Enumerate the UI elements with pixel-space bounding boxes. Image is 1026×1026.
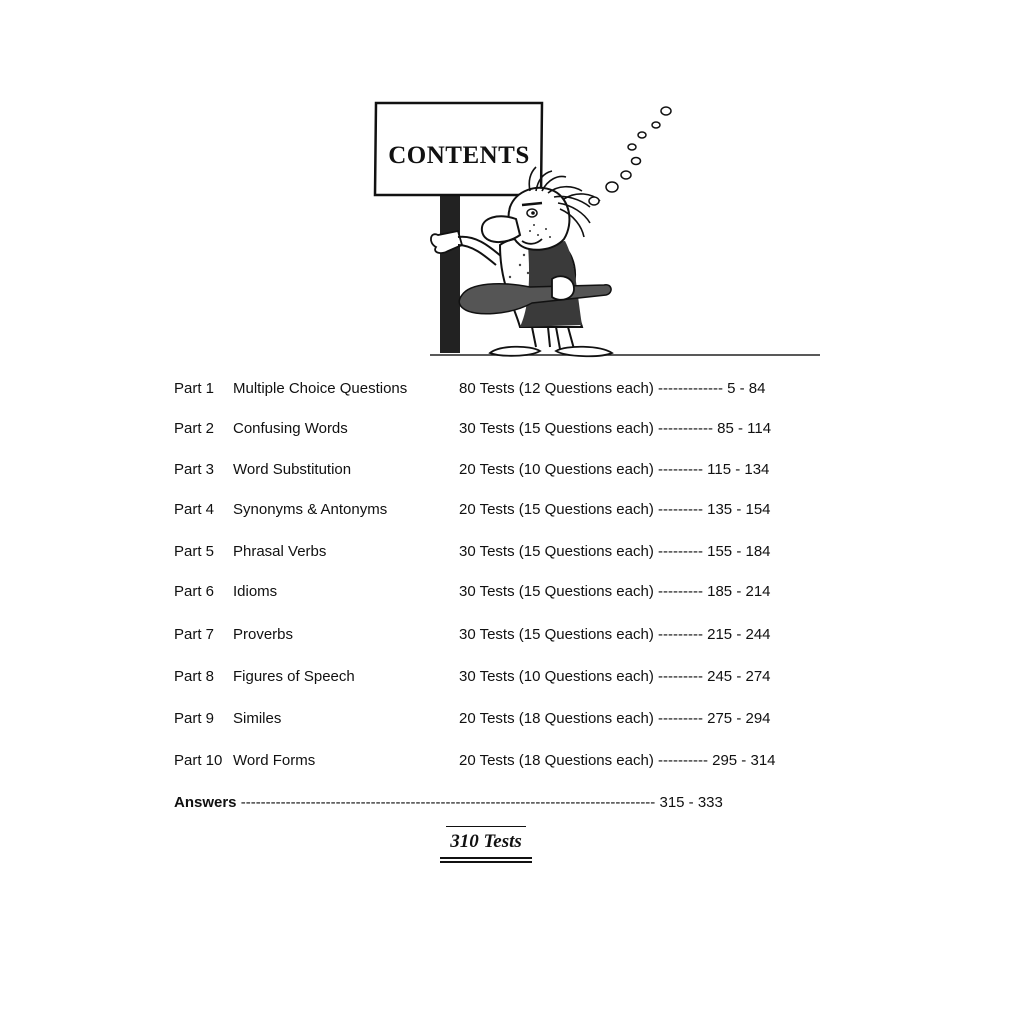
tests-and-pages: 30 Tests (15 Questions each) --------- 155 - 184 xyxy=(459,543,771,560)
answers-label: Answers xyxy=(174,794,237,811)
part-number: Part 2 xyxy=(174,420,215,437)
tests-and-pages: 30 Tests (15 Questions each) --------- 185 - 214 xyxy=(459,583,771,600)
tests-and-pages: 30 Tests (15 Questions each) --------- 215 - 244 xyxy=(459,626,771,643)
answers-pages: 315 - 333 xyxy=(659,794,723,811)
tests-and-pages: 80 Tests (12 Questions each) ------------- 5 - 84 xyxy=(459,380,766,397)
part-number: Part 8 xyxy=(174,668,215,685)
total-tests-label: 310 Tests xyxy=(450,831,522,852)
total-underline xyxy=(440,857,532,859)
part-topic: Word Forms xyxy=(233,752,316,769)
tests-and-pages: 20 Tests (18 Questions each) ---------- 295 - 314 xyxy=(459,752,776,769)
caveman-sign-illustration xyxy=(360,95,830,365)
answers-row xyxy=(174,792,723,814)
part-number: Part 7 xyxy=(174,626,215,643)
part-number: Part 5 xyxy=(174,543,215,560)
part-topic: Idioms xyxy=(233,583,278,600)
part-topic: Confusing Words xyxy=(233,420,348,437)
thought-bubbles-icon xyxy=(589,107,671,205)
part-number: Part 4 xyxy=(174,501,215,518)
part-topic: Synonyms & Antonyms xyxy=(233,501,388,518)
total-top-rule xyxy=(446,826,526,827)
tests-and-pages: 20 Tests (15 Questions each) --------- 135 - 154 xyxy=(459,501,771,518)
part-topic: Word Substitution xyxy=(233,461,352,478)
part-topic: Multiple Choice Questions xyxy=(233,380,408,397)
part-number: Part 10 xyxy=(174,752,223,769)
part-topic: Similes xyxy=(233,710,282,727)
tests-and-pages: 30 Tests (15 Questions each) ----------- 85 - 114 xyxy=(459,420,772,437)
total-tests xyxy=(440,826,532,863)
answers-leader: ----------------------------------------------------------------------------------- xyxy=(240,794,656,811)
total-double-underline xyxy=(440,861,532,863)
part-number: Part 9 xyxy=(174,710,215,727)
part-topic: Figures of Speech xyxy=(233,668,355,685)
contents-sign-title: CONTENTS xyxy=(388,142,530,169)
part-topic: Phrasal Verbs xyxy=(233,543,327,560)
part-topic: Proverbs xyxy=(233,626,294,643)
part-number: Part 1 xyxy=(174,380,215,397)
tests-and-pages: 20 Tests (10 Questions each) --------- 115 - 134 xyxy=(459,461,770,478)
part-number: Part 6 xyxy=(174,583,215,600)
tests-and-pages: 20 Tests (18 Questions each) --------- 275 - 294 xyxy=(459,710,771,727)
tests-and-pages: 30 Tests (10 Questions each) --------- 245 - 274 xyxy=(459,668,771,685)
part-number: Part 3 xyxy=(174,461,215,478)
